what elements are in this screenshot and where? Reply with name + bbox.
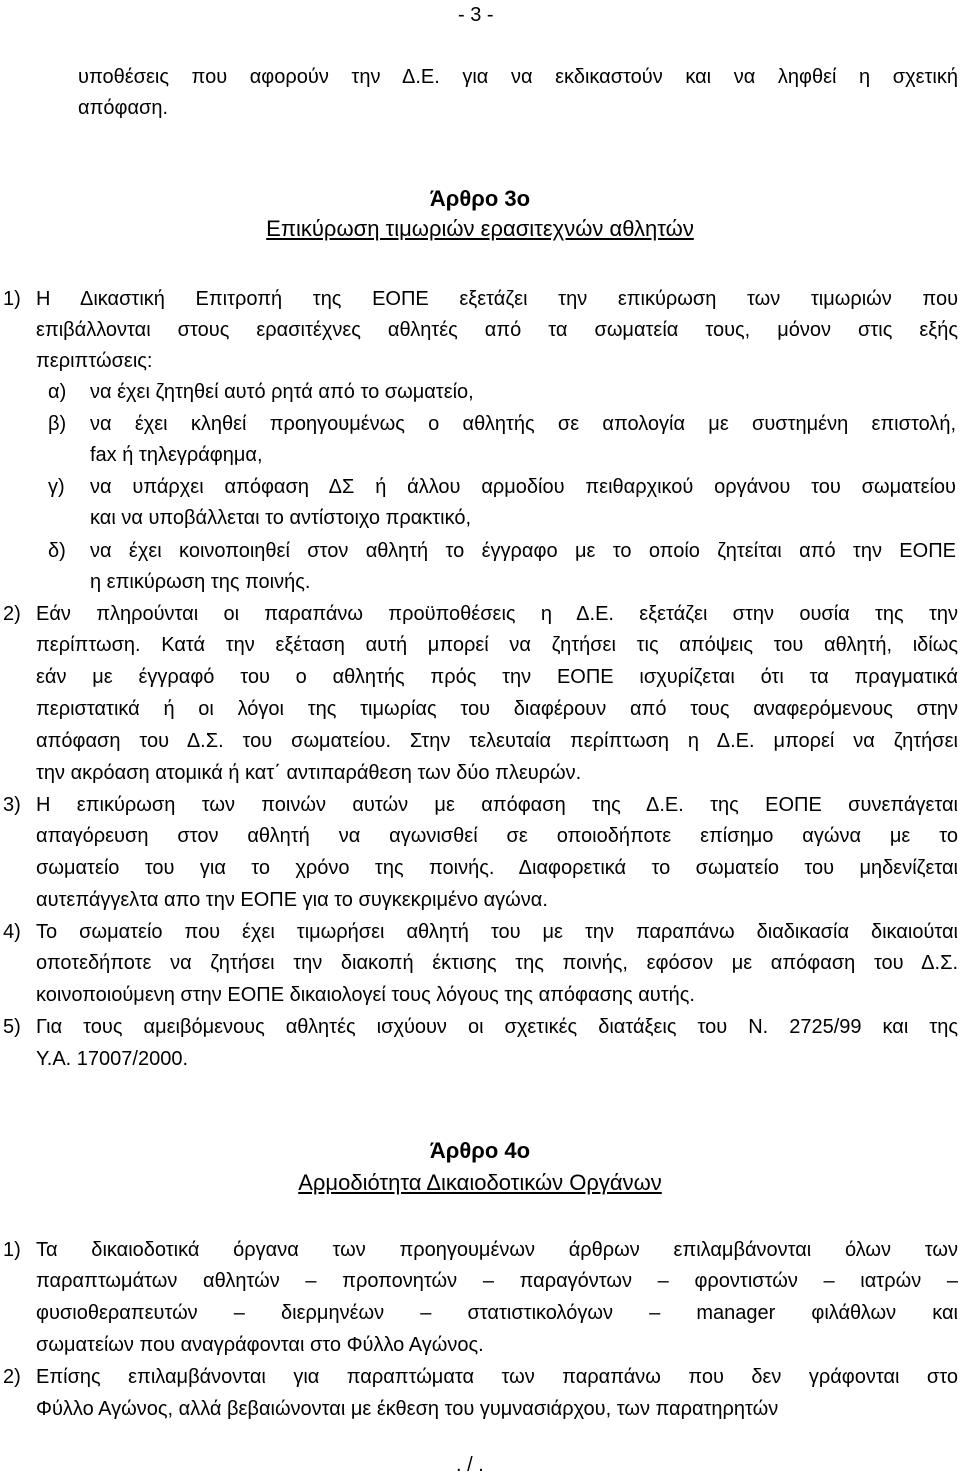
subitem-label: β) [48, 413, 67, 435]
subitem-line: να έχει ζητηθεί αυτό ρητά από το σωματείο, [90, 381, 474, 403]
paragraph-line: περιστατικά ή οι λόγοι της τιμωρίας του διαφέρουν από τους αναφερόμενους στην [36, 698, 958, 720]
article-4-heading: Άρθρο 4ο [429, 1138, 531, 1163]
article-4-subtitle: Αρμοδιότητα Δικαιοδοτικών Οργάνων [298, 1170, 662, 1195]
paragraph-line: Η επικύρωση των ποινών αυτών με απόφαση της Δ.Ε. της ΕΟΠΕ συνεπάγεται [36, 794, 958, 816]
article-3-subtitle: Επικύρωση τιμωριών ερασιτεχνών αθλητών [266, 216, 694, 241]
paragraph-line: Τα δικαιοδοτικά όργανα των προηγουμένων άρθρων επιλαμβάνονται όλων των [36, 1239, 958, 1261]
page-number: - 3 - [458, 4, 494, 26]
paragraph-number: 4) [3, 921, 21, 943]
intro-line: υποθέσεις που αφορούν την Δ.Ε. για να εκδικαστούν και να ληφθεί η σχετική [78, 66, 958, 88]
paragraph-number: 1) [3, 1239, 21, 1261]
paragraph-line: Το σωματείο που έχει τιμωρήσει αθλητή του με την παραπάνω διαδικασία δικαιούται [36, 921, 958, 943]
paragraph-line: την ακρόαση ατομικά ή κατ΄ αντιπαράθεση των δύο πλευρών. [36, 762, 582, 784]
paragraph-line: οποτεδήποτε να ζητήσει την διακοπή έκτισης της ποινής, εφόσον με απόφαση του Δ.Σ. [36, 952, 958, 974]
subitem-line: να έχει κοινοποιηθεί στον αθλητή το έγγραφο με το οποίο ζητείται από την ΕΟΠΕ [90, 540, 956, 562]
subitem-label: γ) [48, 476, 65, 498]
paragraph-line: επιβάλλονται στους ερασιτέχνες αθλητές από τα σωματεία τους, μόνον στις εξής [36, 319, 958, 341]
subitem-line: να υπάρχει απόφαση ΔΣ ή άλλου αρμοδίου πειθαρχικού οργάνου του σωματείου [90, 476, 956, 498]
paragraph-line: απόφαση του Δ.Σ. του σωματείου. Στην τελευταία περίπτωση η Δ.Ε. μπορεί να ζητήσει [36, 730, 958, 752]
paragraph-line: κοινοποιούμενη στην ΕΟΠΕ δικαιολογεί τους λόγους της απόφασης αυτής. [36, 984, 695, 1006]
paragraph-line: Η Δικαστική Επιτροπή της ΕΟΠΕ εξετάζει την επικύρωση των τιμωριών που [36, 288, 958, 310]
paragraph-line: φυσιοθεραπευτών – διερμηνέων – στατιστικολόγων – manager φιλάθλων και [36, 1302, 958, 1324]
paragraph-number: 2) [3, 603, 21, 625]
paragraph-line: εάν με έγγραφό του ο αθλητής πρός την ΕΟΠΕ ισχυρίζεται ότι τα πραγματικά [36, 666, 958, 688]
subitem-label: δ) [48, 540, 66, 562]
paragraph-number: 5) [3, 1016, 21, 1038]
paragraph-line: περιπτώσεις: [36, 350, 153, 372]
subitem-line: να έχει κληθεί προηγουμένως ο αθλητής σε απολογία με συστημένη επιστολή, [90, 413, 956, 435]
paragraph-line: Επίσης επιλαμβάνονται για παραπτώματα των παραπάνω που δεν γράφονται στο [36, 1366, 958, 1388]
subitem-line: η επικύρωση της ποινής. [90, 571, 311, 593]
article-3-heading: Άρθρο 3ο [429, 186, 531, 211]
paragraph-line: Φύλλο Αγώνος, αλλά βεβαιώνονται με έκθεση του γυμνασιάρχου, των παρατηρητών [36, 1398, 779, 1420]
paragraph-line: Εάν πληρούνται οι παραπάνω προϋποθέσεις η Δ.Ε. εξετάζει στην ουσία της την [36, 603, 958, 625]
subitem-line: fax ή τηλεγράφημα, [90, 444, 263, 466]
paragraph-line: παραπτωμάτων αθλητών – προπονητών – παραγόντων – φροντιστών – ιατρών – [36, 1270, 958, 1292]
subitem-label: α) [48, 381, 67, 403]
paragraph-number: 1) [3, 288, 21, 310]
paragraph-line: περίπτωση. Κατά την εξέταση αυτή μπορεί να ζητήσει τις απόψεις του αθλητή, ιδίως [36, 634, 958, 656]
page-end-marker: . / . [456, 1454, 484, 1476]
subitem-line: και να υποβάλλεται το αντίστοιχο πρακτικό, [90, 507, 472, 529]
paragraph-line: Για τους αμειβόμενους αθλητές ισχύουν οι σχετικές διατάξεις του Ν. 2725/99 και της [36, 1016, 958, 1038]
paragraph-line: αυτεπάγγελτα απο την ΕΟΠΕ για το συγκεκριμένο αγώνα. [36, 889, 548, 911]
paragraph-line: απαγόρευση στον αθλητή να αγωνισθεί σε οποιοδήποτε επίσημο αγώνα με το [36, 825, 958, 847]
paragraph-number: 3) [3, 794, 21, 816]
paragraph-line: Υ.Α. 17007/2000. [36, 1048, 189, 1070]
paragraph-line: σωματείων που αναγράφονται στο Φύλλο Αγώνος. [36, 1334, 484, 1356]
intro-line: απόφαση. [78, 97, 169, 119]
paragraph-line: σωματείο του για το χρόνο της ποινής. Διαφορετικά το σωματείο του μηδενίζεται [36, 857, 958, 879]
paragraph-number: 2) [3, 1366, 21, 1388]
